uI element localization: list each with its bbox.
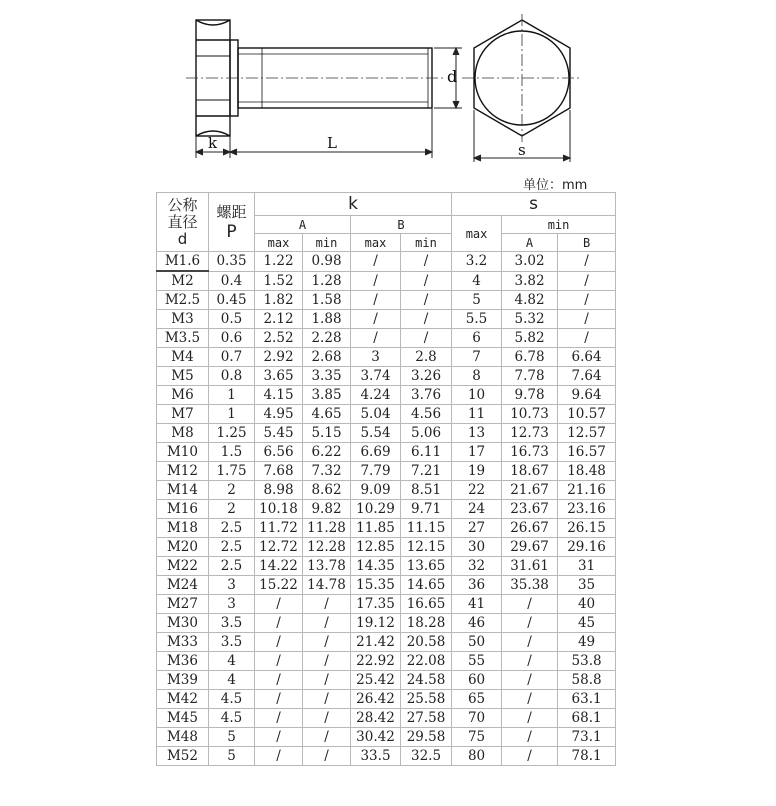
cell-size: M20	[157, 538, 209, 557]
cell-k-b-min: 3.76	[401, 386, 452, 405]
cell-k-a-min: 4.65	[303, 405, 351, 424]
cell-s-max: 65	[452, 690, 502, 709]
cell-k-b-min: /	[401, 252, 452, 272]
cell-k-b-max: /	[351, 271, 401, 291]
cell-size: M10	[157, 443, 209, 462]
cell-k-b-max: 7.79	[351, 462, 401, 481]
cell-k-b-max: 11.85	[351, 519, 401, 538]
cell-pitch: 3	[209, 595, 255, 614]
table-row	[157, 747, 616, 766]
unit-note: 单位：mm	[523, 178, 588, 193]
cell-s-max: 41	[452, 595, 502, 614]
cell-k-b-min: 2.8	[401, 348, 452, 367]
cell-size: M30	[157, 614, 209, 633]
cell-k-b-min: 25.58	[401, 690, 452, 709]
cell-k-b-max: /	[351, 329, 401, 348]
cell-s-min-a: 3.82	[502, 271, 558, 291]
cell-k-a-min: /	[303, 728, 351, 747]
cell-size: M3.5	[157, 329, 209, 348]
cell-k-a-max: 1.22	[255, 252, 303, 272]
cell-s-max: 60	[452, 671, 502, 690]
cell-s-min-b: 35	[558, 576, 616, 595]
cell-s-max: 4	[452, 271, 502, 291]
cell-s-min-b: 16.57	[558, 443, 616, 462]
cell-pitch: 2.5	[209, 519, 255, 538]
cell-s-min-b: 73.1	[558, 728, 616, 747]
cell-k-b-min: 4.56	[401, 405, 452, 424]
cell-pitch: 3	[209, 576, 255, 595]
cell-s-min-b: /	[558, 271, 616, 291]
cell-s-min-a: 9.78	[502, 386, 558, 405]
cell-pitch: 5	[209, 728, 255, 747]
cell-s-min-a: 26.67	[502, 519, 558, 538]
cell-k-b-min: 8.51	[401, 481, 452, 500]
header-s-max: max	[452, 216, 502, 252]
cell-k-a-max: /	[255, 652, 303, 671]
cell-s-max: 36	[452, 576, 502, 595]
cell-s-min-a: /	[502, 747, 558, 766]
cell-s-max: 22	[452, 481, 502, 500]
table-row	[157, 348, 616, 367]
cell-k-b-max: 5.04	[351, 405, 401, 424]
table-row	[157, 614, 616, 633]
cell-size: M2	[157, 271, 209, 291]
cell-k-b-min: 27.58	[401, 709, 452, 728]
cell-s-min-a: 12.73	[502, 424, 558, 443]
cell-k-a-max: 11.72	[255, 519, 303, 538]
cell-s-min-a: 5.82	[502, 329, 558, 348]
cell-k-b-min: 12.15	[401, 538, 452, 557]
cell-k-a-min: /	[303, 690, 351, 709]
cell-k-b-max: 26.42	[351, 690, 401, 709]
cell-k-a-max: /	[255, 690, 303, 709]
cell-s-min-b: 23.16	[558, 500, 616, 519]
cell-s-max: 70	[452, 709, 502, 728]
table-row	[157, 462, 616, 481]
cell-size: M8	[157, 424, 209, 443]
cell-k-a-min: 1.28	[303, 271, 351, 291]
cell-size: M18	[157, 519, 209, 538]
cell-s-min-b: 18.48	[558, 462, 616, 481]
cell-s-max: 5	[452, 291, 502, 310]
cell-k-a-min: 11.28	[303, 519, 351, 538]
cell-k-a-max: 12.72	[255, 538, 303, 557]
cell-s-max: 19	[452, 462, 502, 481]
table-row	[157, 481, 616, 500]
cell-s-min-b: 58.8	[558, 671, 616, 690]
cell-pitch: 1	[209, 386, 255, 405]
cell-k-b-max: 22.92	[351, 652, 401, 671]
cell-size: M12	[157, 462, 209, 481]
cell-size: M45	[157, 709, 209, 728]
cell-k-b-min: 29.58	[401, 728, 452, 747]
table-row	[157, 424, 616, 443]
cell-k-a-max: 2.12	[255, 310, 303, 329]
header-k-B-min: min	[401, 234, 452, 252]
cell-k-b-min: 22.08	[401, 652, 452, 671]
cell-k-a-min: 2.28	[303, 329, 351, 348]
cell-s-min-a: /	[502, 595, 558, 614]
cell-pitch: 3.5	[209, 633, 255, 652]
cell-k-b-max: 19.12	[351, 614, 401, 633]
cell-size: M2.5	[157, 291, 209, 310]
cell-s-min-b: 6.64	[558, 348, 616, 367]
cell-k-a-max: /	[255, 633, 303, 652]
cell-size: M4	[157, 348, 209, 367]
cell-s-max: 17	[452, 443, 502, 462]
cell-k-a-max: 6.56	[255, 443, 303, 462]
table-row	[157, 386, 616, 405]
cell-s-min-a: 7.78	[502, 367, 558, 386]
cell-s-min-b: 63.1	[558, 690, 616, 709]
cell-size: M48	[157, 728, 209, 747]
cell-k-b-min: 7.21	[401, 462, 452, 481]
label-k: k	[208, 134, 218, 152]
cell-s-max: 5.5	[452, 310, 502, 329]
table-row	[157, 271, 616, 291]
cell-s-max: 10	[452, 386, 502, 405]
cell-s-min-a: 31.61	[502, 557, 558, 576]
table-row	[157, 405, 616, 424]
cell-size: M5	[157, 367, 209, 386]
cell-k-a-min: 13.78	[303, 557, 351, 576]
cell-k-a-min: /	[303, 709, 351, 728]
cell-pitch: 1	[209, 405, 255, 424]
cell-s-min-b: 53.8	[558, 652, 616, 671]
cell-k-b-max: 14.35	[351, 557, 401, 576]
cell-k-a-min: 6.22	[303, 443, 351, 462]
cell-pitch: 3.5	[209, 614, 255, 633]
cell-k-a-min: /	[303, 652, 351, 671]
cell-s-max: 46	[452, 614, 502, 633]
cell-s-min-b: /	[558, 329, 616, 348]
cell-pitch: 1.75	[209, 462, 255, 481]
table-row	[157, 633, 616, 652]
cell-k-b-max: /	[351, 252, 401, 272]
cell-s-max: 80	[452, 747, 502, 766]
cell-s-max: 55	[452, 652, 502, 671]
cell-k-b-max: 28.42	[351, 709, 401, 728]
cell-k-b-min: 16.65	[401, 595, 452, 614]
cell-k-b-min: 14.65	[401, 576, 452, 595]
cell-pitch: 0.6	[209, 329, 255, 348]
cell-k-b-min: 11.15	[401, 519, 452, 538]
cell-k-a-min: /	[303, 595, 351, 614]
table-row	[157, 538, 616, 557]
cell-k-a-max: /	[255, 728, 303, 747]
cell-s-min-b: /	[558, 310, 616, 329]
cell-size: M22	[157, 557, 209, 576]
table-row	[157, 595, 616, 614]
cell-pitch: 4	[209, 671, 255, 690]
cell-k-b-max: 25.42	[351, 671, 401, 690]
header-k-B: B	[351, 216, 452, 234]
bolt-spec-table	[156, 192, 616, 766]
table-row	[157, 652, 616, 671]
cell-pitch: 0.5	[209, 310, 255, 329]
cell-k-a-max: 4.95	[255, 405, 303, 424]
cell-size: M52	[157, 747, 209, 766]
cell-k-a-max: 8.98	[255, 481, 303, 500]
cell-k-b-max: 3.74	[351, 367, 401, 386]
cell-k-b-max: 12.85	[351, 538, 401, 557]
table-row	[157, 329, 616, 348]
cell-k-b-max: /	[351, 310, 401, 329]
cell-s-max: 7	[452, 348, 502, 367]
cell-size: M7	[157, 405, 209, 424]
cell-s-min-a: 29.67	[502, 538, 558, 557]
cell-k-a-min: /	[303, 747, 351, 766]
cell-s-max: 24	[452, 500, 502, 519]
cell-s-min-a: 18.67	[502, 462, 558, 481]
cell-s-min-a: /	[502, 652, 558, 671]
cell-size: M3	[157, 310, 209, 329]
cell-k-b-max: 17.35	[351, 595, 401, 614]
cell-k-a-min: 3.35	[303, 367, 351, 386]
cell-k-a-min: 12.28	[303, 538, 351, 557]
header-k-A-min: min	[303, 234, 351, 252]
cell-size: M6	[157, 386, 209, 405]
cell-s-max: 30	[452, 538, 502, 557]
cell-k-b-max: 33.5	[351, 747, 401, 766]
cell-k-b-min: 24.58	[401, 671, 452, 690]
cell-s-min-b: 49	[558, 633, 616, 652]
cell-size: M33	[157, 633, 209, 652]
cell-s-max: 27	[452, 519, 502, 538]
cell-pitch: 0.45	[209, 291, 255, 310]
cell-k-a-max: 2.52	[255, 329, 303, 348]
cell-s-min-b: 10.57	[558, 405, 616, 424]
cell-s-min-b: 45	[558, 614, 616, 633]
cell-s-max: 6	[452, 329, 502, 348]
cell-s-min-b: 40	[558, 595, 616, 614]
cell-k-b-min: 9.71	[401, 500, 452, 519]
bolt-drawing	[0, 0, 776, 175]
cell-k-a-min: 1.88	[303, 310, 351, 329]
cell-k-a-min: /	[303, 633, 351, 652]
table-row	[157, 690, 616, 709]
header-k-B-max: max	[351, 234, 401, 252]
cell-s-min-b: 12.57	[558, 424, 616, 443]
cell-k-b-min: /	[401, 291, 452, 310]
table-row	[157, 291, 616, 310]
cell-k-a-min: 1.58	[303, 291, 351, 310]
cell-s-min-a: 35.38	[502, 576, 558, 595]
header-s-A: A	[502, 234, 558, 252]
cell-pitch: 2	[209, 481, 255, 500]
cell-s-max: 3.2	[452, 252, 502, 272]
cell-s-min-a: 6.78	[502, 348, 558, 367]
cell-k-a-min: 2.68	[303, 348, 351, 367]
cell-s-min-b: 21.16	[558, 481, 616, 500]
cell-size: M39	[157, 671, 209, 690]
cell-k-a-max: /	[255, 747, 303, 766]
cell-k-a-min: 3.85	[303, 386, 351, 405]
cell-s-min-a: /	[502, 709, 558, 728]
header-s: s	[452, 193, 616, 216]
cell-s-min-b: 26.15	[558, 519, 616, 538]
cell-k-a-max: 2.92	[255, 348, 303, 367]
cell-k-a-max: 7.68	[255, 462, 303, 481]
cell-k-b-max: 5.54	[351, 424, 401, 443]
table-row	[157, 576, 616, 595]
cell-s-min-a: 23.67	[502, 500, 558, 519]
header-nominal-diameter: 公称 直径 d	[157, 193, 209, 252]
table-row	[157, 728, 616, 747]
cell-k-b-max: 21.42	[351, 633, 401, 652]
cell-pitch: 0.4	[209, 271, 255, 291]
cell-pitch: 2	[209, 500, 255, 519]
cell-k-a-min: 5.15	[303, 424, 351, 443]
cell-k-b-min: 5.06	[401, 424, 452, 443]
cell-s-min-b: 29.16	[558, 538, 616, 557]
cell-k-a-min: 9.82	[303, 500, 351, 519]
cell-s-min-b: /	[558, 252, 616, 272]
cell-size: M14	[157, 481, 209, 500]
cell-k-a-max: 14.22	[255, 557, 303, 576]
cell-s-min-a: 5.32	[502, 310, 558, 329]
cell-pitch: 0.7	[209, 348, 255, 367]
cell-k-b-max: 3	[351, 348, 401, 367]
cell-k-a-min: 7.32	[303, 462, 351, 481]
table-row	[157, 252, 616, 272]
header-k-A: A	[255, 216, 351, 234]
cell-k-a-max: 4.15	[255, 386, 303, 405]
cell-k-b-max: 9.09	[351, 481, 401, 500]
cell-s-max: 8	[452, 367, 502, 386]
cell-k-a-max: /	[255, 709, 303, 728]
cell-s-min-a: /	[502, 690, 558, 709]
cell-s-min-a: 3.02	[502, 252, 558, 272]
cell-pitch: 0.8	[209, 367, 255, 386]
cell-size: M24	[157, 576, 209, 595]
cell-s-max: 32	[452, 557, 502, 576]
cell-k-b-min: 6.11	[401, 443, 452, 462]
cell-size: M1.6	[157, 252, 209, 272]
table-row	[157, 367, 616, 386]
cell-k-a-min: /	[303, 614, 351, 633]
cell-s-min-b: /	[558, 291, 616, 310]
cell-k-a-max: 10.18	[255, 500, 303, 519]
cell-s-min-a: /	[502, 671, 558, 690]
cell-pitch: 2.5	[209, 557, 255, 576]
header-s-min: min	[502, 216, 616, 234]
table-row	[157, 310, 616, 329]
cell-k-b-min: /	[401, 271, 452, 291]
cell-s-min-a: 4.82	[502, 291, 558, 310]
cell-s-max: 11	[452, 405, 502, 424]
cell-k-a-min: 14.78	[303, 576, 351, 595]
cell-k-b-min: 3.26	[401, 367, 452, 386]
cell-k-b-max: 15.35	[351, 576, 401, 595]
cell-pitch: 1.5	[209, 443, 255, 462]
cell-size: M36	[157, 652, 209, 671]
table-row	[157, 557, 616, 576]
cell-k-b-min: 32.5	[401, 747, 452, 766]
header-pitch: 螺距 P	[209, 193, 255, 252]
cell-size: M27	[157, 595, 209, 614]
cell-k-b-max: 6.69	[351, 443, 401, 462]
cell-s-min-a: /	[502, 614, 558, 633]
cell-s-min-b: 68.1	[558, 709, 616, 728]
cell-pitch: 4.5	[209, 690, 255, 709]
label-d: d	[447, 67, 458, 86]
cell-s-max: 75	[452, 728, 502, 747]
cell-k-a-max: 5.45	[255, 424, 303, 443]
table-row	[157, 519, 616, 538]
cell-k-a-max: 1.82	[255, 291, 303, 310]
cell-k-b-min: 20.58	[401, 633, 452, 652]
cell-size: M42	[157, 690, 209, 709]
cell-k-a-min: 8.62	[303, 481, 351, 500]
cell-k-b-min: /	[401, 310, 452, 329]
cell-s-min-a: 16.73	[502, 443, 558, 462]
cell-k-a-max: 1.52	[255, 271, 303, 291]
table-row	[157, 443, 616, 462]
cell-k-a-max: /	[255, 614, 303, 633]
cell-s-min-a: /	[502, 633, 558, 652]
table-row	[157, 500, 616, 519]
table-row	[157, 709, 616, 728]
cell-s-min-b: 31	[558, 557, 616, 576]
cell-k-b-min: /	[401, 329, 452, 348]
cell-k-a-max: /	[255, 595, 303, 614]
cell-size: M16	[157, 500, 209, 519]
cell-s-min-b: 78.1	[558, 747, 616, 766]
cell-pitch: 5	[209, 747, 255, 766]
cell-pitch: 1.25	[209, 424, 255, 443]
cell-k-b-min: 18.28	[401, 614, 452, 633]
cell-s-max: 13	[452, 424, 502, 443]
header-k: k	[255, 193, 452, 216]
cell-k-a-max: 3.65	[255, 367, 303, 386]
cell-pitch: 2.5	[209, 538, 255, 557]
label-L: L	[327, 134, 337, 152]
cell-k-b-max: 10.29	[351, 500, 401, 519]
cell-k-b-max: /	[351, 291, 401, 310]
cell-s-min-b: 7.64	[558, 367, 616, 386]
cell-k-a-max: /	[255, 671, 303, 690]
header-s-B: B	[558, 234, 616, 252]
label-s: s	[518, 141, 526, 159]
cell-k-a-min: 0.98	[303, 252, 351, 272]
table-row	[157, 671, 616, 690]
cell-k-b-min: 13.65	[401, 557, 452, 576]
cell-k-a-min: /	[303, 671, 351, 690]
cell-s-min-a: 10.73	[502, 405, 558, 424]
cell-k-a-max: 15.22	[255, 576, 303, 595]
cell-k-b-max: 4.24	[351, 386, 401, 405]
cell-k-b-max: 30.42	[351, 728, 401, 747]
cell-pitch: 0.35	[209, 252, 255, 272]
cell-pitch: 4	[209, 652, 255, 671]
cell-s-min-a: /	[502, 728, 558, 747]
cell-s-max: 50	[452, 633, 502, 652]
cell-s-min-a: 21.67	[502, 481, 558, 500]
header-k-A-max: max	[255, 234, 303, 252]
cell-s-min-b: 9.64	[558, 386, 616, 405]
cell-pitch: 4.5	[209, 709, 255, 728]
